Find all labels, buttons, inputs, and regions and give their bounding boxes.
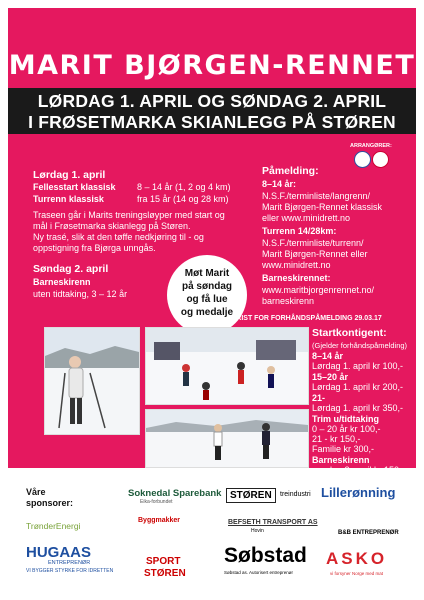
- registration-deadline: FRIST FOR FORHÅNDSPÅMELDING 29.03.17: [232, 315, 382, 322]
- fee-line: Lørdag 1. april kr 350,-: [312, 403, 404, 413]
- sponsor-label: Våre: [26, 487, 46, 497]
- sponsor-label: sponsorer:: [26, 498, 74, 508]
- fee-line: Lørdag 1. april kr 100,-: [312, 361, 404, 371]
- registration-line: Marit Bjørgen-Rennet eller: [262, 249, 368, 259]
- sunday-heading: Søndag 2. april: [33, 263, 109, 275]
- fees-note: (Gjelder forhåndspåmelding): [312, 341, 408, 350]
- registration-group-label: Turrenn 14/28km:: [262, 226, 337, 236]
- sponsor-sub: Søbstad as. Autorisert entreprenør: [224, 570, 294, 575]
- race-detail: 8 – 14 år (1, 2 og 4 km): [137, 182, 231, 192]
- registration-line: www.maritbjorgenrennet.no/: [262, 285, 375, 295]
- sponsor-name: HUGAAS: [26, 544, 92, 561]
- fee-group-label: 21-: [312, 393, 326, 403]
- skiers-photo: [145, 409, 309, 468]
- bubble-line: og medalje: [180, 307, 234, 318]
- sponsor-name: Byggmakker: [138, 517, 181, 524]
- sponsor-name: Søbstad: [224, 544, 307, 567]
- description-line: mål i Frøsetmarka skianlegg på Støren.: [33, 221, 191, 231]
- club-logo-icon: [372, 151, 389, 168]
- sponsor-name: ASKO: [326, 549, 388, 568]
- sponsor-sub: Eika-forbundet: [140, 499, 173, 505]
- sponsor-name: B&B ENTREPRENØR: [338, 530, 399, 536]
- sponsor-name: Lillerønning: [321, 485, 396, 500]
- registration-group-label: 8–14 år:: [262, 179, 297, 189]
- sponsor-name: BEFSETH TRANSPORT AS: [228, 519, 318, 526]
- bubble-line: Møt Marit: [184, 268, 230, 279]
- bubble-line: på søndag: [181, 281, 232, 292]
- event-title: MARIT BJØRGEN-RENNET: [8, 50, 416, 81]
- description-line: Ny trasé, slik at den tøffe nedkjøring til - og: [33, 232, 204, 242]
- fee-group-label: Trim u/tidtaking: [312, 414, 380, 424]
- fees-heading: Startkontigent:: [312, 327, 387, 339]
- sponsor-name: STØREN: [226, 488, 276, 503]
- race-name: Fellesstart klassisk: [33, 182, 116, 192]
- sponsor-name: Soknedal Sparebank: [128, 488, 222, 499]
- fee-group-label: Barneskirenn: [312, 455, 370, 465]
- kids-race-name: Barneskirenn: [33, 277, 91, 287]
- sponsor-area: [8, 472, 416, 594]
- venue-line: I FRØSETMARKA SKIANLEGG PÅ STØREN: [28, 112, 396, 132]
- skier-photo: [44, 327, 140, 435]
- registration-heading: Påmelding:: [262, 165, 319, 177]
- registration-group-label: Barneskirennet:: [262, 273, 331, 283]
- registration-line: www.minidrett.no: [262, 260, 331, 270]
- fee-group-label: 8–14 år: [312, 351, 344, 361]
- fee-line: Lørdag 1. april kr 200,-: [312, 382, 404, 392]
- registration-line: N.S.F./terminliste/langrenn/: [262, 191, 371, 201]
- race-name: Turrenn klassisk: [33, 194, 104, 204]
- date-banner: [8, 88, 416, 134]
- fee-group-label: 15–20 år: [312, 372, 349, 382]
- bubble-line: og få lue: [186, 294, 228, 305]
- registration-line: Marit Bjørgen-Rennet klassisk: [262, 202, 383, 212]
- registration-line: N.S.F./terminliste/turrenn/: [262, 238, 364, 248]
- fee-line: 21 - kr 150,-: [312, 434, 361, 444]
- description-line: Traseen går i Marits treningsløyper med start og: [33, 210, 225, 220]
- description-line: oppstigning fra Bjørga unngås.: [33, 243, 156, 253]
- sponsor-name: TrønderEnergi: [26, 521, 81, 531]
- organizers-label: ARRANGØRER:: [350, 143, 392, 149]
- sponsor-sub: treindustri: [280, 491, 311, 498]
- registration-line: eller www.minidrett.no: [262, 213, 351, 223]
- sponsor-sub: vi forsyner Norge med mat: [330, 571, 384, 576]
- date-line: LØRDAG 1. APRIL OG SØNDAG 2. APRIL: [37, 91, 387, 111]
- race-detail: fra 15 år (14 og 28 km): [137, 194, 229, 204]
- sponsor-name: SPORT: [146, 556, 181, 567]
- sponsor-sub: ENTREPRENØR: [48, 560, 91, 566]
- fee-line: Familie kr 300,-: [312, 444, 375, 454]
- club-logo-icon: [354, 151, 371, 168]
- kids-race-detail: uten tidtaking, 3 – 12 år: [33, 289, 128, 299]
- sponsor-name: VI BYGGER STYRKE FOR IDRETTEN: [26, 568, 114, 574]
- registration-line: barneskirenn: [262, 296, 315, 306]
- sponsor-sub: Hovin: [251, 528, 264, 534]
- fee-line: 0 – 20 år kr 100,-: [312, 424, 381, 434]
- fee-line: søndag 2. april kr 150,-: [312, 465, 405, 475]
- sponsor-sub: STØREN: [144, 568, 186, 579]
- kids-race-photo: [145, 327, 309, 405]
- saturday-heading: Lørdag 1. april: [33, 169, 106, 181]
